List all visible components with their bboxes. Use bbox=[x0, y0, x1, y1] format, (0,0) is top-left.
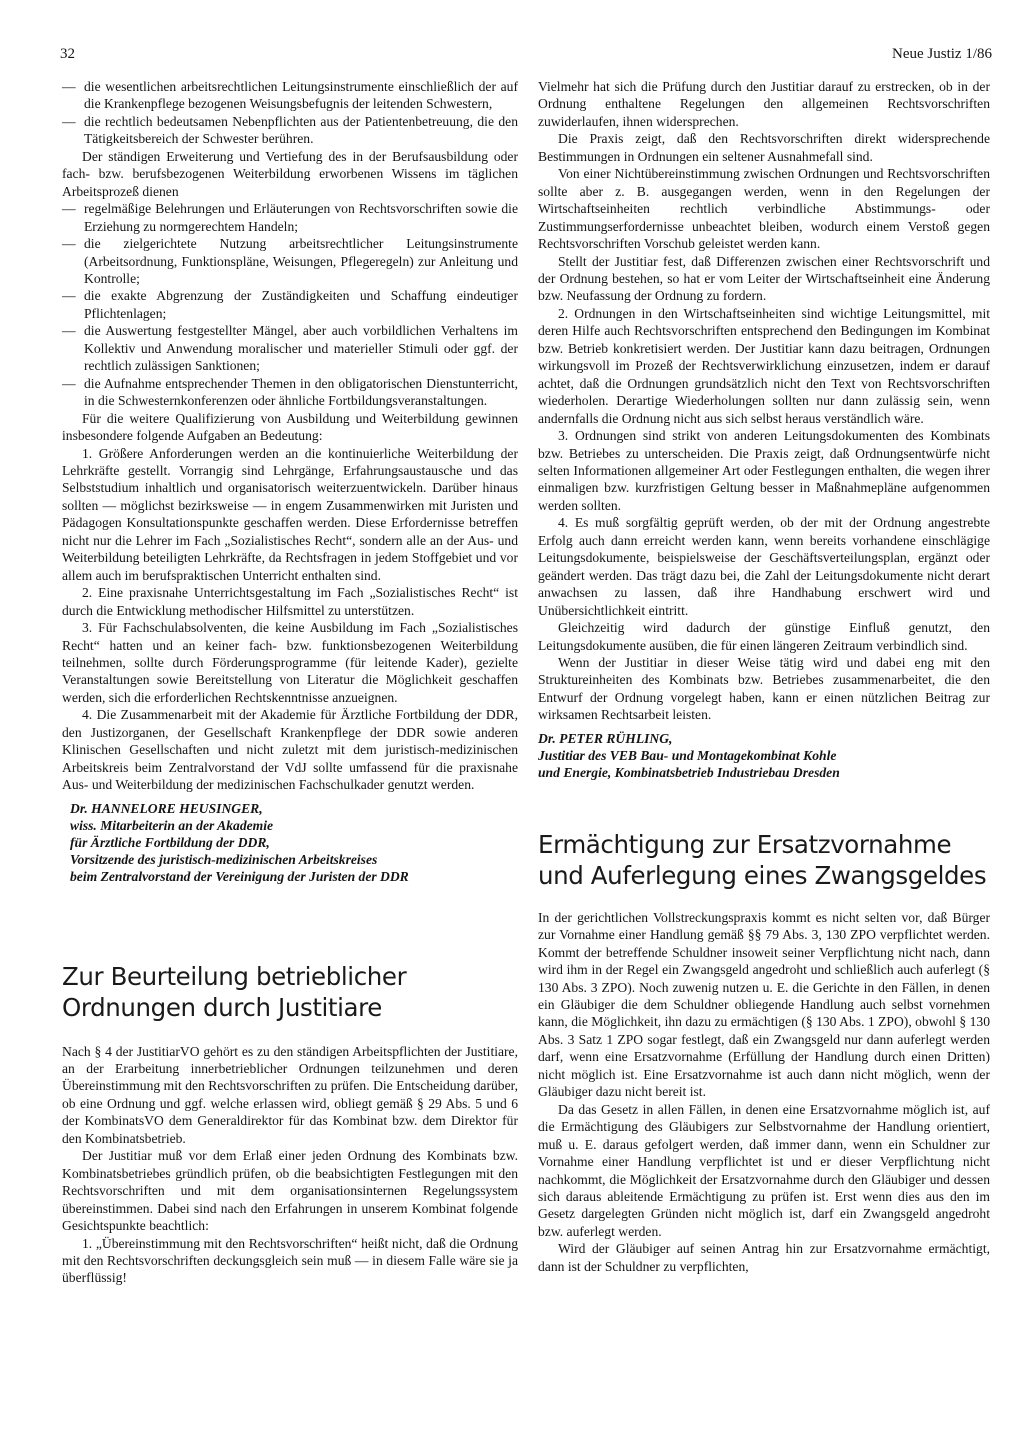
paragraph: Wird der Gläubiger auf seinen Antrag hin zur Ersatzvornahme ermächtigt, dann ist der Schuldner zu verpflichten, bbox=[538, 1241, 990, 1274]
left-column bbox=[62, 78, 518, 1287]
paragraph: 4. Es muß sorgfältig geprüft werden, ob der mit der Ordnung angestrebte Erfolg auch dann erreicht werden kann, wenn bereits vorhandene einschlägige Leitungsdokumente, beispielsweise der Geschäftsverteilungsplan, ergänzt oder geändert werden. Das trägt dazu bei, die Zahl der Leitungsdokumente nicht derart anwachsen zu lassen, daß ihre Handhabung erschwert wird und Unübersichtlichkeit eintritt. bbox=[538, 515, 990, 618]
author-affiliation: und Energie, Kombinatsbetrieb Industriebau Dresden bbox=[538, 764, 840, 780]
article-title: Ermächtigung zur Ersatzvornahme und Auferlegung eines Zwangsgeldes bbox=[538, 829, 987, 890]
paragraph: In der gerichtlichen Vollstreckungspraxis kommt es nicht selten vor, daß Bürger zur Vornahme einer Handlung gemäß §§ 79 Abs. 3, 130 ZPO verpflichtet werden. Kommt der betreffende Schuldner insoweit seiner Verpflichtung nicht nach, dann wird ihm in der Regel ein Zwangsgeld angedroht und schließlich auch auferlegt (§ 130 Abs. 3 ZPO). Noch zuwenig nutzen u. E. die Gerichte in den Fällen, in denen ein Gläubiger die dem Schuldner obliegende Handlung auch selbst vornehmen kann, die Möglichkeit, ihn dazu zu ermächtigen (§ 130 Abs. 1 ZPO), obwohl § 130 Abs. 3 Satz 1 ZPO sogar festlegt, daß ein Zwangsgeld nur dann auferlegt werden darf, wenn eine Ersatzvornahme (Erfüllung der Handlung durch einen Dritten) nicht möglich ist. Eine Ersatzvornahme ist auch dann nicht möglich, wenn der Gläubiger dazu nicht bereit ist. bbox=[538, 909, 990, 1100]
author-affiliation: Justitiar des VEB Bau- und Montagekombinat Kohle bbox=[538, 747, 837, 763]
paragraph: Der Justitiar muß vor dem Erlaß einer jeden Ordnung des Kombinats bzw. Kombinatsbetriebes gründlich prüfen, ob die beabsichtigten Festlegungen mit den Rechtsvorschriften und mit dem organisationsinternen Regelungssystem übereinstimmen. Dabei sind nach den Erfahrungen in unserem Kombinat folgende Gesichtspunkte beachtlich: bbox=[62, 1148, 518, 1234]
paragraph: 1. Größere Anforderungen werden an die kontinuierliche Weiterbildung der Lehrkräfte gestellt. Vorrangig sind Lehrgänge, Erfahrungsaustausche und das Selbststudium inhaltlich und organisatorisch weiterzuentwickeln. Darüber hinaus sollten — möglichst bezirksweise — in engem Zusammenwirken mit Juristen und Pädagogen Konsultationspunkte geschaffen werden. Diese Erfordernisse betreffen nicht nur die Lehrer im Fach „Sozialistisches Recht“, sondern alle an der Aus- und Weiterbildung beteiligten Lehrkräfte, da Rechtsfragen in jedem Stoffgebiet und vor allem auch im berufspraktischen Unterricht enthalten sind. bbox=[62, 445, 518, 583]
paragraph: Wenn der Justitiar in dieser Weise tätig wird und dabei eng mit den Struktureinheiten des Kombinats bzw. Betriebes zusammenarbeitet, die den Entwurf der Ordnung vorgelegt haben, kann er einen nützlichen Beitrag zur wirksamen Rechtsarbeit leisten. bbox=[538, 654, 990, 723]
paragraph: Die Praxis zeigt, daß den Rechtsvorschriften direkt widersprechende Bestimmungen in Ordnungen ein seltener Ausnahmefall sind. bbox=[538, 131, 990, 164]
author-signature bbox=[62, 800, 518, 885]
paragraph: 4. Die Zusammenarbeit mit der Akademie für Ärztliche Fortbildung der DDR, den Justizorganen, der Gesellschaft Krankenpflege der DDR sowie anderen Klinischen Gesellschaften und nicht zuletzt mit dem juristisch-medizinischen Arbeitskreis beim Zentralvorstand der VdJ sollte umfassend für die praxisnahe Aus- und Weiterbildung der medizinischen Fachschulkader genutzt werden. bbox=[62, 707, 518, 793]
list-item: — die Auswertung festgestellter Mängel, aber auch vorbildlichen Verhaltens im Kollektiv und Anwendung moralischer und materieller Stimuli oder ggf. der rechtlich zulässigen Sanktionen; bbox=[62, 323, 518, 374]
author-affiliation: Vorsitzende des juristisch-medizinischen Arbeitskreises bbox=[70, 851, 378, 867]
paragraph: Vielmehr hat sich die Prüfung durch den Justitiar darauf zu erstrecken, ob in der Ordnung enthaltene Regelungen den allgemeinen Rechtsvorschriften zuwiderlaufen, ihnen widersprechen. bbox=[538, 79, 990, 129]
paragraph: 2. Ordnungen in den Wirtschaftseinheiten sind wichtige Leitungsmittel, mit deren Hilfe auch Rechtsvorschriften entsprechend den Bedingungen im Kombinat bzw. Betrieb konkretisiert werden. Der Justitiar kann dazu beitragen, Ordnungen wirkungsvoll im Prozeß der Rechtsverwirklichung einzusetzen, indem er darauf achtet, daß die Ordnungen grundsätzlich nicht den Text von Rechtsvorschriften wiederholen. Derartige Wiederholungen sollten nur dann zulässig sein, wenn andernfalls die Ordnung nicht aus sich selbst heraus verständlich wäre. bbox=[538, 305, 990, 426]
paragraph: 1. „Übereinstimmung mit den Rechtsvorschriften“ heißt nicht, daß die Ordnung mit den Rechtsvorschriften deckungsgleich sein muß — in diesem Falle wäre sie ja überflüssig! bbox=[62, 1235, 518, 1286]
paragraph: Von einer Nichtübereinstimmung zwischen Ordnungen und Rechtsvorschriften sollte aber z. B. ausgegangen werden, wenn in den Regelungen der Wirtschaftseinheiten rechtlich verbindliche Abstimmungs- oder Zustimmungserfordernisse unbeachtet bleiben, wodurch einem Verstoß gegen Rechtsvorschriften Vorschub geleistet werden kann. bbox=[538, 166, 990, 252]
paragraph: Der ständigen Erweiterung und Vertiefung des in der Berufsausbildung oder fach- bzw. berufsbezogenen Weiterbildung erworbenen Wissens im täglichen Arbeitsprozeß dienen bbox=[62, 148, 518, 199]
list-item: — regelmäßige Belehrungen und Erläuterungen von Rechtsvorschriften sowie die Erziehung zu normgerechtem Handeln; bbox=[62, 201, 518, 234]
author-name: Dr. PETER RÜHLING, bbox=[538, 730, 673, 746]
paragraph: 3. Für Fachschulabsolventen, die keine Ausbildung im Fach „Sozialistisches Recht“ hatten und an keiner fach- bzw. funktionsbezogenen Weiterbildung teilnehmen, sollte durch Förderungsprogramme (für leitende Kader), gezielte Veranstaltungen sowie Bereitstellung von Literatur die Möglichkeit geschaffen werden, sich die erforderlichen Rechtskenntnisse anzueignen. bbox=[62, 620, 518, 705]
list-item: — die wesentlichen arbeitsrechtlichen Leitungsinstrumente einschließlich der auf die Krankenpflege bezogenen Weisungsbefugnis der leitenden Schwestern, bbox=[62, 79, 518, 112]
author-affiliation: wiss. Mitarbeiterin an der Akademie bbox=[70, 817, 274, 833]
list-item: — die exakte Abgrenzung der Zuständigkeiten und Schaffung eindeutiger Pflichtenlagen; bbox=[62, 288, 518, 321]
paragraph: 3. Ordnungen sind strikt von anderen Leitungsdokumenten des Kombinats bzw. Betriebes zu unterscheiden. Die Praxis zeigt, daß Ordnungsentwürfe nicht selten Informationen allgemeiner Art oder Festlegungen enthalten, die wegen ihrer einmaligen bzw. kurzfristigen Geltung besser in Maßnahmepläne aufgenommen werden sollten. bbox=[538, 428, 990, 513]
page-header bbox=[60, 46, 992, 68]
bullet-list-a bbox=[62, 78, 518, 148]
paragraph: Gleichzeitig wird dadurch der günstige Einfluß genutzt, den Leitungsdokumente ausüben, die für einen längeren Zeitraum verbindlich sind. bbox=[538, 620, 990, 653]
paragraph: Für die weitere Qualifizierung von Ausbildung und Weiterbildung gewinnen insbesondere folgende Aufgaben an Bedeutung: bbox=[62, 410, 518, 444]
page-number: 32 bbox=[60, 46, 75, 62]
author-affiliation: für Ärztliche Fortbildung der DDR, bbox=[70, 834, 270, 850]
list-item: — die zielgerichtete Nutzung arbeitsrechtlicher Leitungsinstrumente (Arbeitsordnung, Funktionspläne, Weisungen, Pflegeregeln) zur Anleitung und Kontrolle; bbox=[62, 236, 518, 286]
paragraph: Nach § 4 der JustitiarVO gehört es zu den ständigen Arbeitspflichten der Justitiare, an der Erarbeitung innerbetrieblicher Ordnungen teilzunehmen und deren Übereinstimmung mit den Rechtsvorschriften zu prüfen. Die Entscheidung darüber, ob eine Ordnung und ggf. welche erlassen wird, obliegt gemäß § 29 Abs. 5 und 6 der KombinatsVO dem Generaldirektor für das Kombinat bzw. dem Direktor für den Kombinatsbetrieb. bbox=[62, 1043, 518, 1146]
article-title: Zur Beurteilung betrieblicher Ordnungen durch Justitiare bbox=[62, 961, 407, 1022]
list-item: — die rechtlich bedeutsamen Nebenpflichten aus der Patientenbetreuung, die den Tätigkeitsbereich der Schwester berühren. bbox=[62, 113, 518, 147]
right-column bbox=[538, 78, 990, 1275]
paragraph: 2. Eine praxisnahe Unterrichtsgestaltung im Fach „Sozialistisches Recht“ ist durch die Entwicklung methodischer Hilfsmittel zu unterstützen. bbox=[62, 585, 518, 618]
author-affiliation: beim Zentralvorstand der Vereinigung der Juristen der DDR bbox=[70, 868, 409, 884]
journal-issue: Neue Justiz 1/86 bbox=[892, 46, 992, 62]
paragraph: Stellt der Justitiar fest, daß Differenzen zwischen einer Rechtsvorschrift und der Ordnung bestehen, so hat er vom Leiter der Wirtschaftseinheit eine Änderung bzw. Neufassung der Ordnung zu fordern. bbox=[538, 253, 990, 304]
author-name: Dr. HANNELORE HEUSINGER, bbox=[70, 800, 263, 816]
list-item: — die Aufnahme entsprechender Themen in den obligatorischen Dienstunterricht, in die Schwesternkonferenzen oder ähnliche Fortbildungsveranstaltungen. bbox=[62, 375, 518, 409]
bullet-list-b bbox=[62, 200, 518, 409]
paragraph: Da das Gesetz in allen Fällen, in denen eine Ersatzvornahme möglich ist, auf die Ermächtigung des Gläubigers zur Selbstvornahme der Handlung orientiert, muß u. E. daraus gefolgert werden, daß immer dann, wenn ein Schuldner zur Vornahme einer Handlung verpflichtet ist und er dieser Verpflichtung nicht nachkommt, die Möglichkeit der Ersatzvornahme durch den Gläubiger und dessen sich daraus ableitende Ermächtigung zu prüfen ist. Erst wenn dies aus den im Gesetz dargelegten Gründen nicht möglich ist, darf ein Zwangsgeld angedroht bzw. auferlegt werden. bbox=[538, 1101, 990, 1239]
author-signature bbox=[538, 730, 990, 781]
